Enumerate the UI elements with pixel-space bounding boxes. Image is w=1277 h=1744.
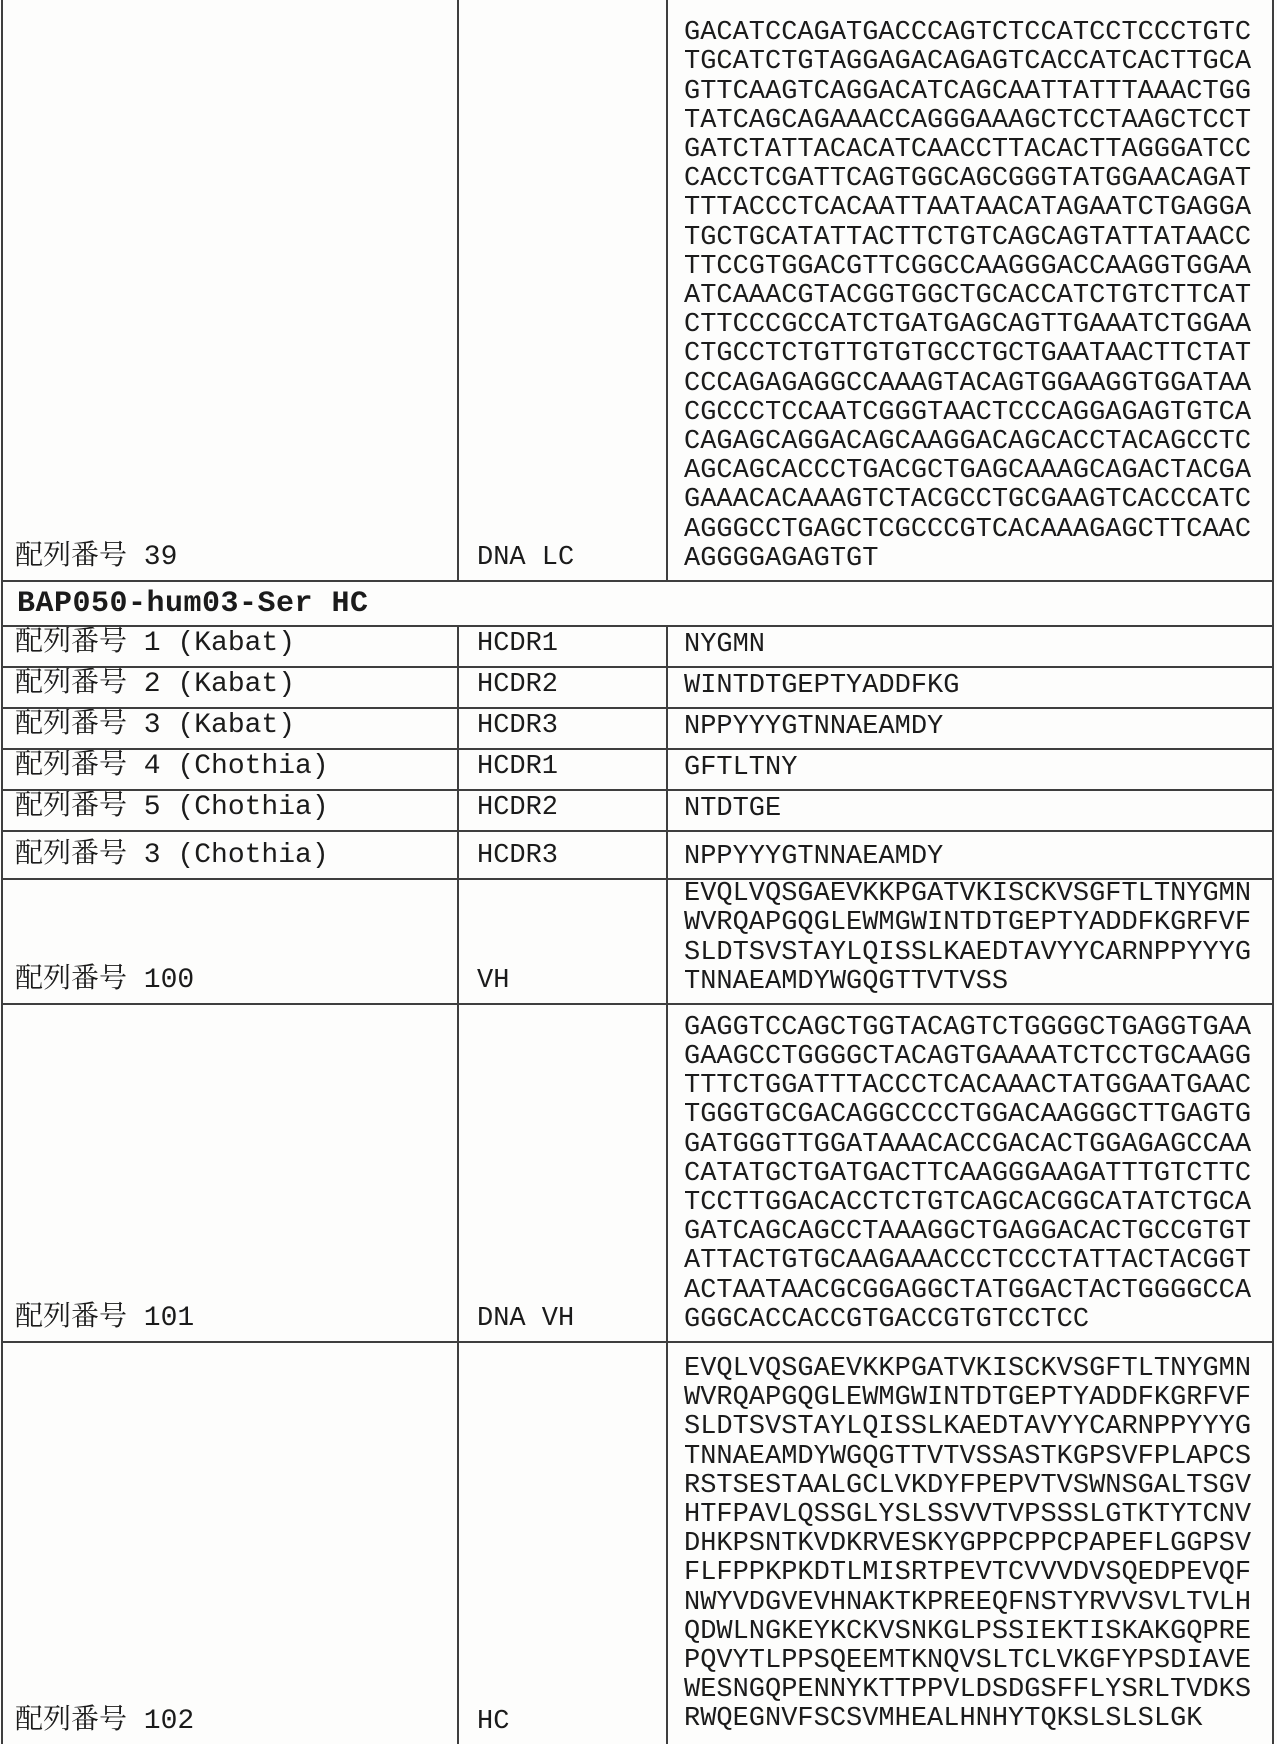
seq-id-cell: [3, 1343, 459, 1744]
type-cell: [459, 709, 668, 748]
seq-id-label: 配列番号 39: [15, 542, 178, 573]
sequence-table: [1, 0, 1274, 1744]
table-row: [3, 1343, 1272, 1744]
table-row: [3, 0, 1272, 582]
sequence-cell: GACATCCAGATGACCCAGTCTCCATCCTCCCTGTC TGCATCTGTAGGAGACAGAGTCACCATCACTTGCA GTTCAAGTCAGGACATCAGCAATTATTTAAACTGG TATCAGCAGAAACCAGGGAAAGCTCCTAAGCTCCT GATCTATTACACATCAACCTTACACTTAGGGATCC CACCTCGATTCAGTGGCAGCGGGTATGGAACAGAT TTTACCCTCACAATTAATAACATAGAATCTGAGGA TGCTGCATATTACTTCTGTCAGCAGTATTATAACC TTCCGTGGACGTTCGGCCAAGGGACCAAGGTGGAA ATCAAACGTACGGTGGCTGCACCATCTGTCTTCAT CTTCCCGCCATCTGATGAGCAGTTGAAATCTGGAA CTGCCTCTGTTGTGTGCCTGCTGAATAACTTCTAT CCCAGAGAGGCCAAAGTACAGTGGAAGGTGGATAA CGCCCTCCAATCGGGTAACTCCCAGGAGAGTGTCA CAGAGCAGGACAGCAAGGACAGCACCTACAGCCTC AGCAGCACCCTGACGCTGAGCAAAGCAGACTACGA GAAACACAAAGTCTACGCCTGCGAAGTCACCCATC AGGGCCTGAGCTCGCCCGTCACAAAGAGCTTCAAC AGGGGAGAGTGT: [684, 18, 1252, 574]
seq-id-label: 配列番号 4 (Chothia): [15, 751, 329, 782]
seq-id-label: 配列番号 100: [15, 965, 195, 996]
type-label: HCDR3: [477, 841, 559, 871]
type-label: HCDR1: [477, 752, 559, 782]
type-cell: [459, 0, 668, 580]
seq-id-label: 配列番号 102: [15, 1706, 195, 1737]
seq-id-label: 配列番号 5 (Chothia): [15, 792, 329, 823]
type-cell: [459, 1343, 668, 1744]
type-label: HCDR1: [477, 629, 559, 659]
sequence-cell: EVQLVQSGAEVKKPGATVKISCKVSGFTLTNYGMN WVRQAPGQGLEWMGWINTDTGEPTYADDFKGRFVF SLDTSVSTAYLQISSLKAEDTAVYYCARNPPYYYG TNNAEAMDYWGQGTTVTVSS: [684, 880, 1252, 997]
seq-id-cell: [3, 880, 459, 1003]
seq-id-cell: [3, 709, 459, 748]
type-label: HCDR2: [477, 670, 559, 700]
table-row: [3, 627, 1272, 668]
sequence-cell: EVQLVQSGAEVKKPGATVKISCKVSGFTLTNYGMN WVRQAPGQGLEWMGWINTDTGEPTYADDFKGRFVF SLDTSVSTAYLQISSLKAEDTAVYYCARNPPYYYG TNNAEAMDYWGQGTTVTVSSASTKGPSVFPLAPCS RSTSESTAALGCLVKDYFPEPVTVSWNSGALTSGV HTFPAVLQSSGLYSLSSVVTVPSSSLGTKTYTCNV DHKPSNTKVDKRVESKYGPPCPPCPAPEFLGGPSV FLFPPKPKDTLMISRTPEVTCVVVDVSQEDPEVQF NWYVDGVEVHNAKTKPREEQFNSTYRVVSVLTVLH QDWLNGKEYKCKVSNKGLPSSIEKTISKAKGQPRE PQVYTLPPSQEEMTKNQVSLTCLVKGFYPSDIAVE WESNGQPENNYKTTPPVLDSDGSFFLYSRLTVDKS RWQEGNVFSCSVMHEALHNHYTQKSLSLSLGK: [684, 1354, 1252, 1735]
seq-id-cell: [3, 668, 459, 707]
seq-id-label: 配列番号 1 (Kabat): [15, 628, 296, 659]
seq-id-cell: [3, 627, 459, 666]
table-row: [3, 709, 1272, 750]
type-cell: [459, 750, 668, 789]
sequence-cell: NPPYYYGTNNAEAMDY: [684, 841, 944, 872]
seq-id-cell: [3, 0, 459, 580]
table-row: [3, 1005, 1272, 1343]
type-cell: [459, 832, 668, 878]
sequence-cell: NPPYYYGTNNAEAMDY: [684, 711, 944, 742]
table-row: [3, 791, 1272, 832]
type-cell: [459, 880, 668, 1003]
sequence-cell: GFTLTNY: [684, 752, 798, 783]
type-cell: [459, 1005, 668, 1341]
seq-id-cell: [3, 1005, 459, 1341]
table-row: [3, 880, 1272, 1005]
table-row: [3, 750, 1272, 791]
sequence-cell: WINTDTGEPTYADDFKG: [684, 670, 960, 701]
type-cell: [459, 627, 668, 666]
type-label: HC: [477, 1707, 510, 1737]
sequence-cell: NYGMN: [684, 629, 766, 660]
type-label: HCDR2: [477, 793, 559, 823]
seq-id-cell: [3, 791, 459, 830]
seq-id-label: 配列番号 2 (Kabat): [15, 669, 296, 700]
type-label: VH: [477, 966, 510, 996]
table-row: [3, 668, 1272, 709]
seq-id-cell: [3, 750, 459, 789]
type-label: DNA VH: [477, 1304, 575, 1334]
type-label: DNA LC: [477, 543, 575, 573]
seq-id-label: 配列番号 101: [15, 1303, 195, 1334]
group-header: BAP050-hum03-Ser HC: [3, 582, 1272, 627]
sequence-cell: NTDTGE: [684, 793, 782, 824]
seq-id-label: 配列番号 3 (Kabat): [15, 710, 296, 741]
type-label: HCDR3: [477, 711, 559, 741]
sequence-cell: GAGGTCCAGCTGGTACAGTCTGGGGCTGAGGTGAA GAAGCCTGGGGCTACAGTGAAAATCTCCTGCAAGG TTTCTGGATTTACCCTCACAAACTATGGAATGAAC TGGGTGCGACAGGCCCCTGGACAAGGGCTTGAGTG GATGGGTTGGATAAACACCGACACTGGAGAGCCAA CATATGCTGATGACTTCAAGGGAAGATTTGTCTTC TCCTTGGACACCTCTGTCAGCACGGCATATCTGCA GATCAGCAGCCTAAAGGCTGAGGACACTGCCGTGT ATTACTGTGCAAGAAACCCTCCCTATTACTACGGT ACTAATAACGCGGAGGCTATGGACTACTGGGGCCA GGGCACCACCGTGACCGTGTCCTCC: [684, 1012, 1252, 1335]
seq-id-cell: [3, 832, 459, 878]
table-row: [3, 832, 1272, 880]
type-cell: [459, 668, 668, 707]
type-cell: [459, 791, 668, 830]
seq-id-label: 配列番号 3 (Chothia): [15, 840, 329, 871]
